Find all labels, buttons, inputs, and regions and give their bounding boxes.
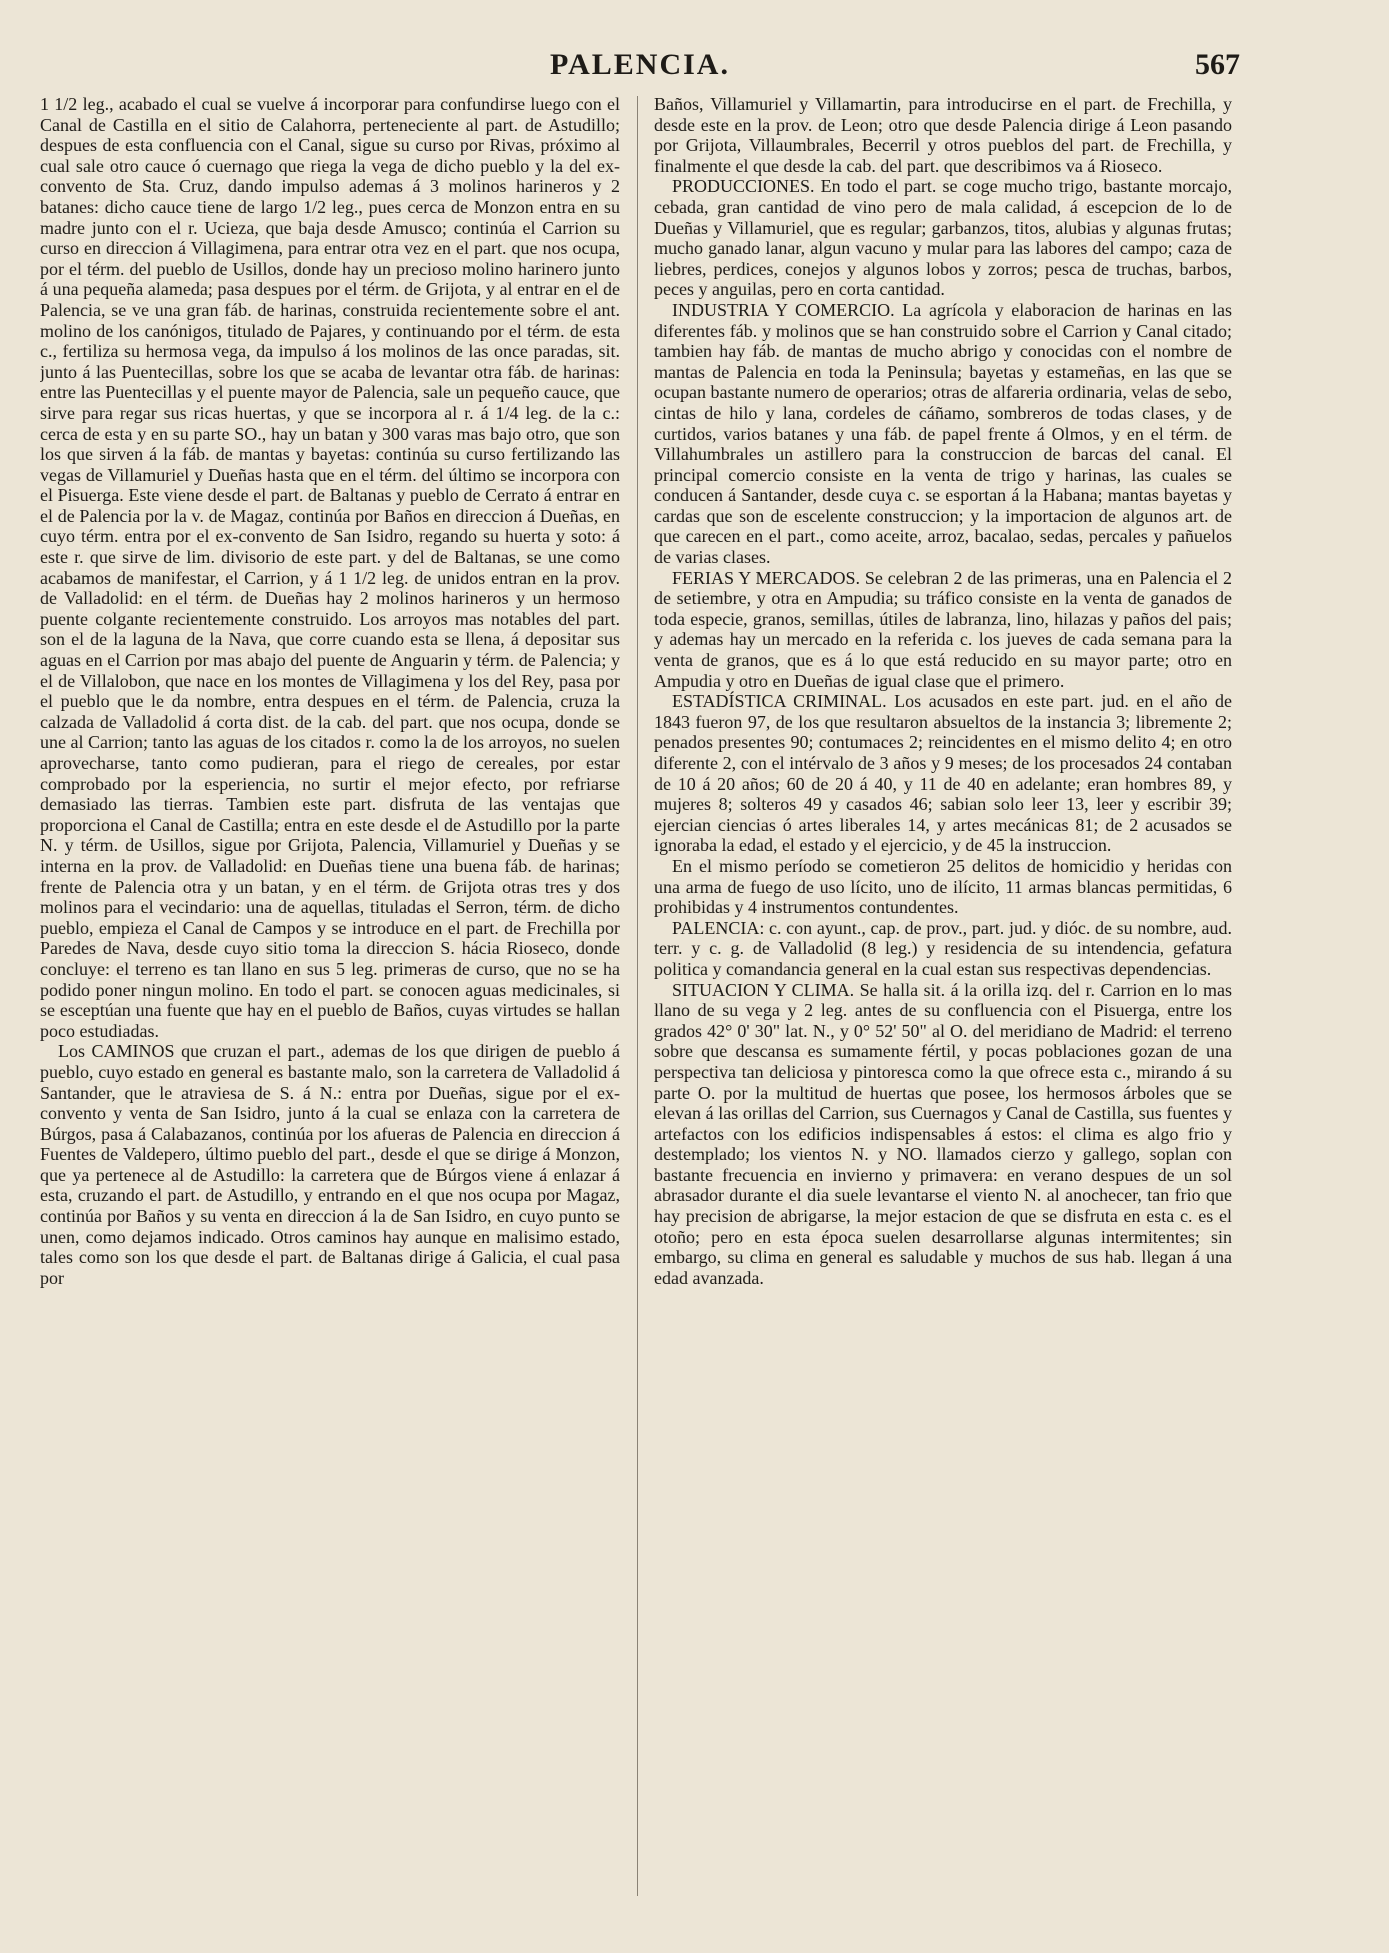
page-number: 567 xyxy=(1195,48,1240,81)
paragraph-palencia-entry: PALENCIA: c. con ayunt., cap. de prov., part. jud. y dióc. de su nombre, aud. terr. y c. g. de Valladolid (8 leg.) y residencia de su intendencia, gefatura politica y comandancia general en la cual estan sus respectivas dependencias. xyxy=(654,917,1232,979)
paragraph-caminos-continued: Baños, Villamuriel y Villamartin, para introducirse en el part. de Frechilla, y desde este en la prov. de Leon; otro que desde Palencia dirige á Leon pasando por Grijota, Villaumbrales, Becerril y otros pueblos del part. de Frechilla, y finalmente el que desde la cab. del part. que describimos va á Rioseco. xyxy=(654,94,1232,176)
paragraph-caminos: Los CAMINOS que cruzan el part., ademas de los que dirigen de pueblo á pueblo, cuyo estado en general es bastante malo, son la carretera de Valladolid á Santander, que le atraviesa de S. á N.: entra por Dueñas, sigue por el ex-convento y venta de San Isidro, junto á la cual se enlaza con la carretera de Búrgos, pasa á Calabazanos, continúa por los afueras de Palencia en direccion á Fuentes de Valdepero, último pueblo del part., desde el que se dirige á Monzon, que ya pertenece al de Astudillo: la carretera que de Búrgos viene á enlazar á esta, cruzando el part. de Astudillo, y entrando en el que nos ocupa por Magaz, continúa por Baños y su venta en direccion á la de San Isidro, en cuyo punto se unen, como dejamos indicado. Otros caminos hay aunque en malisimo estado, tales como son los que desde el part. de Baltanas dirige á Galicia, el cual pasa por xyxy=(40,1041,620,1288)
column-rule xyxy=(637,96,638,1896)
running-head: PALENCIA. xyxy=(550,48,730,81)
paragraph-estadistica-criminal: ESTADÍSTICA CRIMINAL. Los acusados en este part. jud. en el año de 1843 fueron 97, de los que resultaron absueltos de la instancia 3; libremente 2; penados presentes 90; contumaces 2; reincidentes en el mismo delito 4; en otro diferente 2, con el intérvalo de 3 años y 9 meses; de los procesados 24 contaban de 10 á 20 años; 60 de 20 á 40, y 11 de 40 en adelante; eran hombres 89, y mujeres 8; solteros 49 y casados 46; sabian solo leer 13, leer y escribir 39; ejercian ciencias ó artes liberales 14, y artes mecánicas 81; de 2 acusados se ignoraba la edad, el estado y el ejercicio, y de 45 la instruccion. xyxy=(654,691,1232,856)
paragraph-producciones: PRODUCCIONES. En todo el part. se coge mucho trigo, bastante morcajo, cebada, gran cantidad de vino pero de mala calidad, á escepcion de lo de Dueñas y Villamuriel, que es regular; garbanzos, titos, alubias y algunas frutas; mucho ganado lanar, algun vacuno y mular para las labores del campo; caza de liebres, perdices, conejos y algunos lobos y zorros; pesca de truchas, barbos, peces y anguilas, pero en corta cantidad. xyxy=(654,176,1232,300)
paragraph-delitos: En el mismo período se cometieron 25 delitos de homicidio y heridas con una arma de fuego de uso lícito, uno de ilícito, 11 armas blancas permitidas, 6 prohibidas y 4 instrumentos contundentes. xyxy=(654,855,1232,918)
right-column xyxy=(654,94,1232,1944)
paragraph-industria-comercio: INDUSTRIA Y COMERCIO. La agrícola y elaboracion de harinas en las diferentes fáb. y molinos que se han construido sobre el Carrion y Canal citado; tambien hay fáb. de mantas de mucho abrigo y conocidas con el nombre de mantas de Palencia en toda la Peninsula; bayetas y estameñas, en las que se ocupan bastante numero de operarios; otras de alfareria ordinaria, velas de sebo, cintas de hilo y lana, cordeles de cáñamo, sombreros de todas clases, y de curtidos, varios batanes y una fáb. de papel frente á Olmos, y en el térm. de Villahumbrales un astillero para la construccion de barcas del canal. El principal comercio consiste en la venta de trigo y harinas, las cuales se conducen á Santander, desde cuya c. se esportan á la Habana; mantas bayetas y cardas que son de escelente construccion; y la importacion de algunos art. de que carecen en el part., como aceite, arroz, bacalao, sedas, percales y pañuelos de varias clases. xyxy=(654,299,1232,568)
paragraph-rivers: 1 1/2 leg., acabado el cual se vuelve á incorporar para confundirse luego con el Canal de Castilla en el sitio de Calahorra, perteneciente al part. de Astudillo; despues de esta confluencia con el Canal, sigue su curso por Rivas, próximo al cual sale otro cauce ó cuernago que riega la vega de dicho pueblo y la del ex-convento de Sta. Cruz, dando impulso ademas á 3 molinos harineros y 2 batanes: dicho cauce tiene de largo 1/2 leg., pues cerca de Monzon entra en su madre junto con el r. Ucieza, que baja desde Amusco; continúa el Carrion su curso en direccion á Villagimena, para entrar otra vez en el part. que nos ocupa, por el térm. del pueblo de Usillos, donde hay un precioso molino harinero junto á una pequeña alameda; pasa despues por el térm. de Grijota, y al entrar en el de Palencia, se ve una gran fáb. de harinas, construida recientemente sobre el ant. molino de los canónigos, titulado de Pajares, y continuando por el térm. de esta c., fertiliza su hermosa vega, da impulso á los molinos de las once paradas, sit. junto á las Puentecillas, sobre los que se acaba de levantar otra fáb. de harinas: entre las Puentecillas y el puente mayor de Palencia, sale un pequeño cauce, que sirve para regar sus ricas huertas, y que se incorpora al r. á 1/4 leg. de la c.: cerca de esta y en su parte SO., hay un batan y 300 varas mas bajo otro, que son los que sirven á la fáb. de mantas y bayetas: continúa su curso fertilizando las vegas de Villamuriel y Dueñas hasta que en el térm. del último se incorpora con el Pisuerga. Este viene desde el part. de Baltanas y pueblo de Cerrato á entrar en el de Palencia por la v. de Magaz, continúa por Baños en direccion á Dueñas, en cuyo térm. entra por el ex-convento de San Isidro, regando su huerta y soto: á este r. que sirve de lim. divisorio de este part. y del de Baltanas, se une como acabamos de manifestar, el Carrion, y á 1 1/2 leg. de unidos entran en la prov. de Valladolid: en el térm. de Dueñas hay 2 molinos harineros y un hermoso puente colgante recientemente construido. Los arroyos mas notables del part. son el de la laguna de la Nava, que corre cuando esta se llena, á depositar sus aguas en el Carrion por mas abajo del puente de Anguarin y térm. de Palencia; y el de Villalobon, que nace en los montes de Villagimena y los del Rey, pasa por el pueblo que le da nombre, entra despues en el térm. de Palencia, cruza la calzada de Valladolid á corta dist. de la cab. del part. que nos ocupa, donde se une al Carrion; tanto las aguas de los citados r. como la de los arroyos, no suelen aprovecharse, tanto como pudieran, para el riego de cereales, por estar comprobado por la esperiencia, no surtir el mejor efecto, por refriarse demasiado las tierras. Tambien este part. disfruta de las ventajas que proporciona el Canal de Castilla; entra en este desde el de Astudillo por la parte N. y térm. de Usillos, sigue por Grijota, Palencia, Villamuriel y Dueñas y se interna en la prov. de Valladolid: en Dueñas tiene una buena fáb. de harinas; frente de Palencia otra y un batan, y en el térm. de Grijota otras tres y dos molinos para el vecindario: una de aquellas, tituladas el Serron, térm. de dicho pueblo, empieza el Canal de Campos y se introduce en el part. de Frechilla por Paredes de Nava, desde cuyo sitio toma la direccion S. hácia Rioseco, donde concluye: el terreno es tan llano en sus 5 leg. primeras de curso, que no se ha podido poner ningun molino. En todo el part. se conocen aguas medicinales, si se esceptúan una fuente que hay en el pueblo de Baños, cuyas virtudes se hallan poco estudiadas. xyxy=(40,94,620,1041)
paragraph-situacion-clima: SITUACION Y CLIMA. Se halla sit. á la orilla izq. del r. Carrion en lo mas llano de su vega y 2 leg. antes de su confluencia con el Pisuerga, entre los grados 42° 0' 30" lat. N., y 0° 52' 50" al O. del meridiano de Madrid: el terreno sobre que descansa es sumamente fértil, y pocas poblaciones gozan de una perspectiva tan deliciosa y pintoresca como la que ofrece esta c., mirando á su parte O. por la multitud de huertas que posee, los hermosos árboles que se elevan á las orillas del Carrion, sus Cuernagos y Canal de Castilla, sus fuentes y artefactos con los edificios indispensables á estos: el clima es algo frio y destemplado; los vientos N. y NO. llamados cierzo y gallego, soplan con bastante frecuencia en invierno y primavera: en verano despues de un sol abrasador durante el dia suele levantarse el viento N. al anochecer, tan frio que hay precision de abrigarse, la mejor estacion de que se disfruta en esta c. es el otoño; pero en esta época suelen desarrollarse algunas intermitentes; sin embargo, su clima en general es saludable y muchos de sus hab. llegan á una edad avanzada. xyxy=(654,979,1232,1288)
paragraph-ferias-mercados: FERIAS Y MERCADOS. Se celebran 2 de las primeras, una en Palencia el 2 de setiembre, y otra en Ampudia; su tráfico consiste en la venta de ganados de toda especie, granos, semillas, útiles de labranza, lino, hilazas y paños del pais; y ademas hay un mercado en la referida c. los jueves de cada semana para la venta de granos, que es á lo que está reducido en su mayor parte; otro en Ampudia y otro en Dueñas de igual clase que el primero. xyxy=(654,567,1232,691)
left-column xyxy=(40,94,620,1944)
page-header xyxy=(40,48,1240,88)
